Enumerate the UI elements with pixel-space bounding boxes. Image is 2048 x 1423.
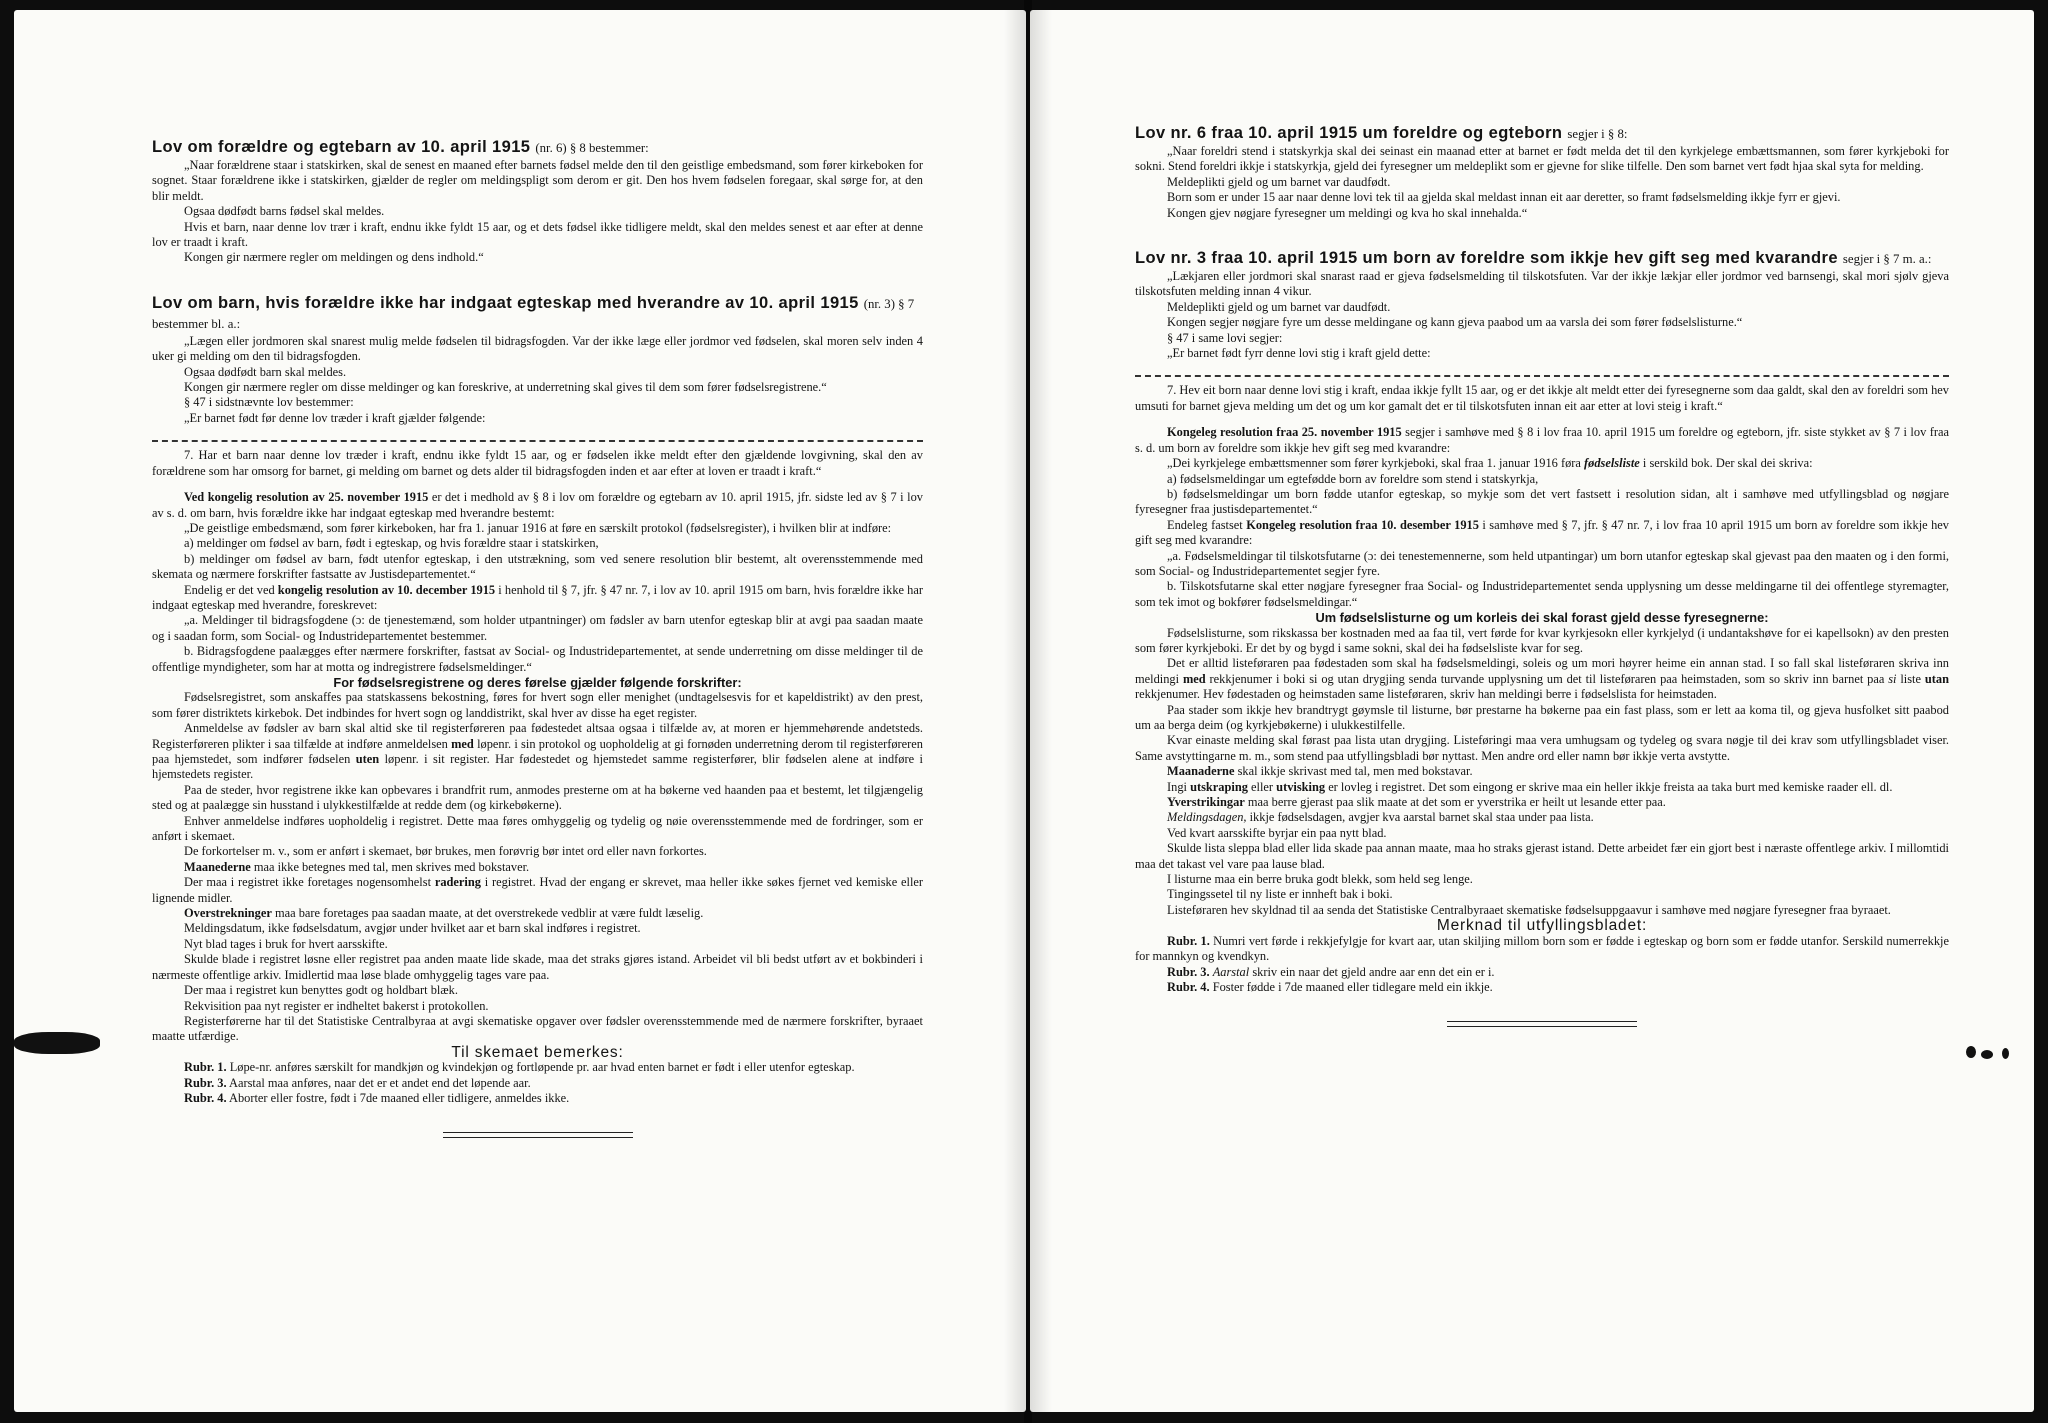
paragraph: Meldeplikti gjeld og um barnet var daudfødt. [1167,299,1391,314]
paragraph: Der maa i registret kun benyttes godt og holdbart blæk. [184,983,458,998]
rubric-label: Rubr. 1. [184,1060,227,1075]
paragraph: Nyt blad tages i bruk for hvert aarsskifte. [184,936,388,951]
paragraph: Kvar einaste melding skal førast paa lista utan drygjing. Listeføringi maa vera umhugsam og tydeleg og svara nøgje til dei krav som utfyllingsbladet viser. Same avstyttingarne m. m., som stend paa utfyllingsbladi bør nyttast. Men andre ord eller namn bør ikkje verta avstytte. [1135,733,1949,763]
right-column [1135,124,1949,1027]
paragraph: Paa de steder, hvor registrene ikke kan opbevares i brandfrit rum, anmodes presterne om at ha bøkerne ved haanden paa et bestemt, let tilgjængelig sted og at paalægge sin husstand i ulykkestilfælde at redde dem (og kirkebøkerne). [152,782,923,813]
paragraph-text: Endelig er det ved [184,582,275,597]
paragraph: Fødselsregistret, som anskaffes paa statskassens bekostning, føres for hvert sogn eller menighet (undtagelsesvis for et kapeldistrikt) av den prest, som fører distriktets kirkebok. Det indbindes for hvert sogn og landdistrikt, skal hver av disse ha eget register. [152,690,923,720]
paragraph: Born som er under 15 aar naar denne lovi tek til aa gjelda skal meldast innan eit aar deretter, so framt fødselsmelding ikkje fyrr er gjevi. [1167,190,1841,205]
paragraph: Listeføraren hev skyldnad til aa senda det Statistiske Centralbyraaet skematiske fødselsuppgaavur i samhøve med nøgjare fyresegner fraa byraaet. [1167,902,1891,917]
paragraph: „Er barnet født før denne lov træder i kraft gjælder følgende: [184,410,486,425]
list-item: a) fødselsmeldingar um egtefødde born av foreldre som stend i statskyrkja, [1167,471,1539,486]
rubric-text: Numri vert førde i rekkjefylgje for kvart aar, utan skiljing millom born som er fødde i egteskap og born som er fødde utanfor. Serskild numerrekkje for mannkyn og kvendkyn. [1135,933,1949,964]
ink-speck [1981,1050,1993,1059]
paragraph-text: „Dei kyrkjelege embættsmenner som fører kyrkjeboki, skal fraa 1. januar 1916 føra [1167,456,1581,471]
paragraph-text: eller [1251,779,1274,794]
heading-text: Lov om barn, hvis forældre ikke har indgaat egteskap med hverandre av 10. april 1915 [152,293,859,312]
paragraph [1135,764,1949,779]
paragraph-text: Ingi [1167,779,1187,794]
emphasis-term: fødselsliste [1584,456,1640,471]
emphasis-term: Aarstal [1212,964,1250,979]
dashed-separator [152,431,923,442]
rubric-label: Rubr. 3. [1167,964,1210,979]
rubric-text: skriv ein naar det gjeld andre aar enn det ein er i. [1252,964,1495,979]
paragraph: Registerførerne har til det Statistiske Centralbyraa at avgi skematiske opgaver over fødsler overensstemmende med de nærmere forskrifter, byraaet maatte utfærdige. [152,1013,923,1044]
emphasis-term: Meldingsdagen, [1167,810,1247,825]
heading-suffix: segjer i § 8: [1567,127,1628,141]
bold-term: Kongeleg resolution fraa 25. november 1915 [1167,425,1402,440]
bold-term: Kongeleg resolution fraa 10. desember 1915 [1246,517,1479,532]
paragraph [1135,810,1949,825]
paragraph-text: maa ikke betegnes med tal, men skrives med bokstaver. [253,859,530,874]
rubric-item [1135,980,1949,995]
paragraph-text: i samhøve med § 7, jfr. § 47 nr. 7, i lov fraa 10 april 1915 um born av foreldre som ikkje hev gift seg med kvarandre: [1135,517,1949,548]
paragraph [152,906,923,921]
paragraph: Kongen gir nærmere regler om meldingen og dens indhold.“ [184,250,484,265]
paragraph [152,490,923,521]
page-fold-shadow [1030,10,1052,1412]
paragraph: 7. Hev eit born naar denne lovi stig i kraft, endaa ikkje fyllt 15 aar, og er det ikkje alt meldt etter dei fyresegnerne som daa galdt, skal den av foreldri som hev umsuti for barnet gjeva melding um det og um kor gamalt det er til tilskotsfuten innan eit aar etter at lovi steig i kraft.“ [1135,383,1949,413]
paragraph [1135,795,1949,810]
paragraph-text: Endeleg fastset [1167,517,1243,532]
heading-barn-lov [152,294,923,334]
paragraph: Hvis et barn, naar denne lov trær i kraft, endnu ikke fyldt 15 aar, og et dets fødsel ikke tidligere meldt, skal den meldes senest et aar efter at denne lov er traadt i kraft. [152,219,923,250]
heading-born-lov [1135,249,1949,269]
paragraph-text: ikkje fødselsdagen, avgjer kva aarstal barnet skal staa under paa lista. [1249,810,1594,825]
paragraph: Fødselslisturne, som rikskassa ber kostnaden med aa faa til, vert førde for kvar kyrkjesokn eller kyrkjelyd (i undantakshøve for ei kapellsokn) av den presten som fører kyrkjeboki. Er det by og bygd i same sokni, skal dei ha fødselsliste kvar for seg. [1135,625,1949,655]
rubric-label: Rubr. 4. [1167,979,1210,994]
paragraph-text: i henhold til § 7, jfr. § 47 nr. 7, i lov av 10. april 1915 om barn, hvis forældre ikke har indgaat egteskap med hverandre, foreskrevet: [152,582,923,612]
paragraph: „a. Fødselsmeldingar til tilskotsfutarne (ɔ: dei tenestemennerne, som held utpantingar) um born utanfor egteskap skal gjevast paa den maaten og i den formi, som Social- og Industridepartementet segjer fyre. [1135,548,1949,578]
paragraph-text: maa bare foretages paa saadan maate, at det overstrekede vedblir at være fuldt læselig. [274,906,704,921]
paragraph-text: Det er alltid listeføraren paa fødestaden som skal ha fødselsmeldingi, soleis og um mori høyrer heime ein annan stad. I so fall skal listeføraren skriva inn meldingi [1135,656,1949,686]
paragraph: Ogsaa dødfødt barns fødsel skal meldes. [184,204,385,219]
paragraph: „Er barnet født fyrr denne lovi stig i kraft gjeld dette: [1167,346,1431,361]
bold-term: utan [1924,671,1949,686]
bold-term: radering [434,875,481,890]
rubric-label: Rubr. 3. [184,1075,227,1090]
paragraph: Skulde blade i registret løsne eller registret paa anden maate lide skade, maa det straks gjøres istand. Arbeidet vil bli bedst utført av et bokbinderi i nærmeste offentlige arkiv. Imidlertid maa løse blade omhyggelig tages vare paa. [152,952,923,982]
paragraph: Ved kvart aarsskifte byrjar ein paa nytt blad. [1167,825,1387,840]
paragraph: „a. Meldinger til bidragsfogdene (ɔ: de tjenestemænd, som holder utpantninger) om fødsler av barn utenfor egteskap blir at avgi paa saadan maate og i saadan form, som Social- og Industridepartementet bestemmer. [152,613,923,643]
ink-speck [2002,1048,2009,1059]
paragraph [1135,425,1949,456]
paragraph: Kongen gir nærmere regler om disse meldinger og kan foreskrive, at underretning skal gives til dem som fører fødselsregistrene.“ [184,380,827,395]
paragraph: Tingingssetel til ny liste er innheft bak i boki. [1167,887,1393,902]
paragraph-text: liste [1900,671,1921,686]
heading-suffix: (nr. 6) § 8 bestemmer: [535,141,649,155]
rubric-label: Rubr. 4. [184,1090,227,1105]
paragraph-text: rekkjenumer i boki si og utan drygjing senda turvande upplysning um det til listeføraren paa heimstaden, som so skriv inn barnet paa [1209,671,1885,686]
paragraph: Ogsaa dødfødt barn skal meldes. [184,364,347,379]
paragraph [152,860,923,875]
list-item: a) meldinger om fødsel av barn, født i egteskap, og hvis forældre staar i statskirken, [184,536,599,551]
rubric-label: Rubr. 1. [1167,933,1210,948]
bold-term: utvisking [1276,779,1326,794]
paragraph-text: løpenr. i sit register. Har fødestedet og hjemstedet samme registerfører, blir fødselen alene at indføre i hjemstedets register. [152,752,923,782]
bold-term: Ved kongelig resolution av 25. november 1915 [184,490,429,505]
paragraph [152,583,923,614]
heading-suffix: (nr. 3) § 7 bestemmer bl. a.: [152,296,915,331]
paragraph-text: segjer i samhøve med § 8 i lov fraa 10. april 1915 um foreldre og egteborn, jfr. siste stykket av § 7 i lov fraa s. d. um born av foreldre som ikkje hev gift seg med kvarandre: [1135,425,1949,455]
paragraph: Skulde lista sleppa blad eller lida skade paa annan maate, maa ho straks gjerast istand. Dette arbeidet fær ein gjort best i næraste offentlege arkiv. I millomtidi maa det takast vel vare paa lause blad. [1135,841,1949,871]
heading-til-skemaet: Til skemaet bemerkes: [451,1043,624,1061]
heading-merknad: Merknad til utfyllingsbladet: [1436,917,1648,935]
paragraph [1135,518,1949,549]
paragraph: Kongen gjev nøgjare fyresegner um meldingi og kva ho skal innehalda.“ [1167,205,1528,220]
bold-term: med [1182,671,1206,686]
bold-term: med [451,736,474,751]
bold-term: kongelig resolution av 10. december 1915 [277,582,496,597]
rubric-item [152,1091,923,1106]
closing-rule [1447,1021,1637,1027]
subheading-forskrifter: For fødselsregistrene og deres førelse gjælder følgende forskrifter: [333,674,742,690]
paragraph: Paa stader som ikkje hev brandtrygt gøymsle til listurne, bør prestarne ha bøkerne paa ein fast plass, som er lett aa koma til, og gjeva husfolket sitt paabod um aa berga deim (og kyrkjebøkerne) i ulukkestilfelle. [1135,702,1949,732]
rubric-item [152,1060,923,1075]
dashed-separator [1135,366,1949,377]
paragraph [1135,656,1949,702]
subheading-fyresegner: Um fødselslisturne og um korleis dei skal forast gjeld desse fyresegnerne: [1315,610,1769,626]
paragraph-text: Anmeldelse av fødsler av barn skal altid ske til registerføreren paa fødestedet altsaa ogsaa i tilfælde av, at moren er hjemmehørende andetsteds. Registerføreren plikter i saa tilfælde at indføre anmeldelsen [152,721,923,751]
bold-term: Overstrekninger [184,906,272,921]
paragraph: De forkortelser m. v., som er anført i skemaet, bør brukes, men forøvrig bør intet ord eller navn forkortes. [184,844,707,859]
paragraph: „Lægen eller jordmoren skal snarest mulig melde fødselen til bidragsfogden. Var der ikke læge eller jordmor ved fødselen, skal moren selv inden 4 uker gi melding om den til bidragsfogden. [152,333,923,364]
bold-term: Maanaderne [1167,764,1235,779]
heading-foreldre-egteborn [1135,124,1949,144]
paragraph [1135,780,1949,795]
paragraph [152,875,923,906]
closing-rule [443,1132,633,1138]
paragraph [152,721,923,783]
paragraph: Rekvisition paa nyt register er indheltet bakerst i protokollen. [184,998,489,1013]
paragraph-text: i registret. Hvad der engang er skrevet, maa heller ikke søkes fjernet ved kemiske eller lignende midler. [152,875,924,905]
paragraph: Meldingsdatum, ikke fødselsdatum, avgjør under hvilket aar et barn skal indføres i registret. [184,921,641,936]
paragraph: § 47 i sidstnævnte lov bestemmer: [184,395,354,410]
paragraph: „Naar forældrene staar i statskirken, skal de senest en maaned efter barnets fødsel melde den til den geistlige embedsmand, som fører kirkeboken for sognet. Staar forældrene ikke i statskirken, gjælder de regler om meldingspligt som derom er git. Den hos hvem fødselen foregaar, skal sørge for, at den blir meldt. [152,158,923,203]
heading-suffix: segjer i § 7 m. a.: [1842,252,1932,267]
paragraph-text: er lovleg i registret. Det som eingong er skrive maa ein heller ikkje freista aa taka burt med kemiske raader ell. dl. [1328,779,1893,794]
rubric-item [1135,934,1949,965]
paragraph-text: løpenr. i sin protokol og uopholdelig at gi fornøden underretning derom til registerføreren paa hjemstedet, som indfører fødselen [152,736,923,766]
heading-text: Lov nr. 6 fraa 10. april 1915 um foreldre og egteborn [1135,124,1563,142]
paragraph: I listurne maa ein berre bruka godt blekk, som held seg lenge. [1167,872,1473,887]
paragraph: Meldeplikti gjeld og um barnet var daudfødt. [1167,174,1391,189]
paragraph [1135,456,1949,471]
heading-text: Lov om forældre og egtebarn av 10. april 1915 [152,138,531,156]
right-page [1030,10,2034,1412]
paragraph-text: rekkjenumer. Hev fødestaden og heimstaden same listeføraren, skriv han meldingi berre i fødselslista for heimstaden. [1135,687,1717,702]
bold-term: Maanederne [184,859,251,874]
bold-term: utskraping [1190,779,1248,794]
paragraph-text: maa berre gjerast paa slik maate at det som er yverstrika er heilt ut lesande etter paa. [1247,795,1666,810]
heading-text: Lov nr. 3 fraa 10. april 1915 um born av foreldre som ikkje hev gift seg med kvarandre [1135,249,1838,268]
bold-term: uten [355,752,380,766]
paragraph: „Naar foreldri stend i statskyrkja skal dei seinast ein maanad etter at barnet er født melda det til den kyrkjelege embættsmannen, som fører kyrkjeboki for sokni. Stend foreldri ikkje i statskyrkja, gjeld dei fyresegner um meldeplikt som er gjevne for slike tilfelle. Den som barnet vert født hjaa skal syta for melding. [1135,144,1949,174]
paragraph: b. Bidragsfogdene paalægges efter nærmere forskrifter, fastsat av Social- og Industridepartementet, at sende underretning om disse meldinger til de offentlige myndigheter, som har at motta og indregistrere fødselsmeldinger.“ [152,644,923,674]
heading-forældre-egtebarn [152,138,923,158]
rubric-item [1135,965,1949,980]
list-item: b) fødselsmeldingar um born fødde utanfor egteskap, so mykje som det vert fastsett i resolution sidan, alt i samhøve med utfyllingsblad og nøgjare fyresegner fraa justisdepartementet.“ [1135,486,1949,517]
list-item: b) meldinger om fødsel av barn, født utenfor egteskap, i den utstrækning, som ved senere resolution blir bestemt, alt overensstemmende med skemata og nærmere forskrifter fastsatte av Justisdepartementet.“ [152,551,923,582]
paragraph: § 47 i same lovi segjer: [1167,330,1283,345]
page-fold-shadow [1004,10,1026,1412]
paragraph: „Lækjaren eller jordmori skal snarast raad er gjeva fødselsmelding til tilskotsfuten. Var der ikkje lækjar eller jordmor ved barnsengi, skal mori sjølv gjeva tilskotsfuten melding innan 4 vikur. [1135,269,1949,299]
paragraph: Kongen segjer nøgjare fyre um desse meldingane og kann gjeva paabod um aa varsla dei som fører fødselslisturne.“ [1167,315,1743,330]
rubric-text: Aarstal maa anføres, naar det er et andet end det løpende aar. [229,1075,531,1090]
rubric-item [152,1076,923,1091]
rubric-text: Foster fødde i 7de maaned eller tidlegare meld ein ikkje. [1212,979,1493,994]
paragraph-text: skal ikkje skrivast med tal, men med bokstavar. [1237,764,1473,779]
paragraph: b. Tilskotsfutarne skal etter nøgjare fyresegner fraa Social- og Industridepartementet senda upplysning um desse meldingarne til dei offentlege styremagter, som tek imot og bokfører fødselsmeldingar.“ [1135,579,1949,609]
paragraph: Enhver anmeldelse indføres uopholdelig i registret. Dette maa føres omhyggelig og tydelig og nøie overensstemmende med de fordringer, som er anført i skemaet. [152,813,923,844]
rubric-text: Aborter eller fostre, født i 7de maaned eller tidligere, anmeldes ikke. [229,1090,570,1105]
paragraph-text: Der maa i registret ikke foretages nogensomhelst [184,875,432,890]
ink-speck [1966,1046,1976,1058]
emphasis-term: si [1888,671,1897,686]
rubric-text: Løpe-nr. anføres særskilt for mandkjøn og kvindekjøn og fortløpende pr. aar hvad enten barnet er født i eller utenfor egteskap. [229,1060,855,1075]
left-page [14,10,1026,1412]
paragraph-text: er det i medhold av § 8 i lov om forældre og egtebarn av 10. april 1915, jfr. sidste led av § 7 i lov av s. d. om barn, hvis forældre ikke har indgaat egteskap med hverandre bestemt: [152,490,923,520]
bold-term: Yverstrikingar [1167,795,1245,810]
paragraph: „De geistlige embedsmænd, som fører kirkeboken, har fra 1. januar 1916 at føre en særskilt protokol (fødselsregister), i hvilken blir at indføre: [184,520,892,535]
paragraph-text: i serskild bok. Der skal dei skriva: [1642,456,1813,471]
page-stain [14,1032,100,1054]
left-column [152,138,923,1138]
paragraph: 7. Har et barn naar denne lov træder i kraft, endnu ikke fyldt 15 aar, og er fødselen ikke meldt efter den gjældende lovgivning, skal den av forældrene som har omsorg for barnet, gi melding om barnet og dets alder til bidragsfogden inden et aar efter at loven er traadt i kraft.“ [152,448,923,478]
